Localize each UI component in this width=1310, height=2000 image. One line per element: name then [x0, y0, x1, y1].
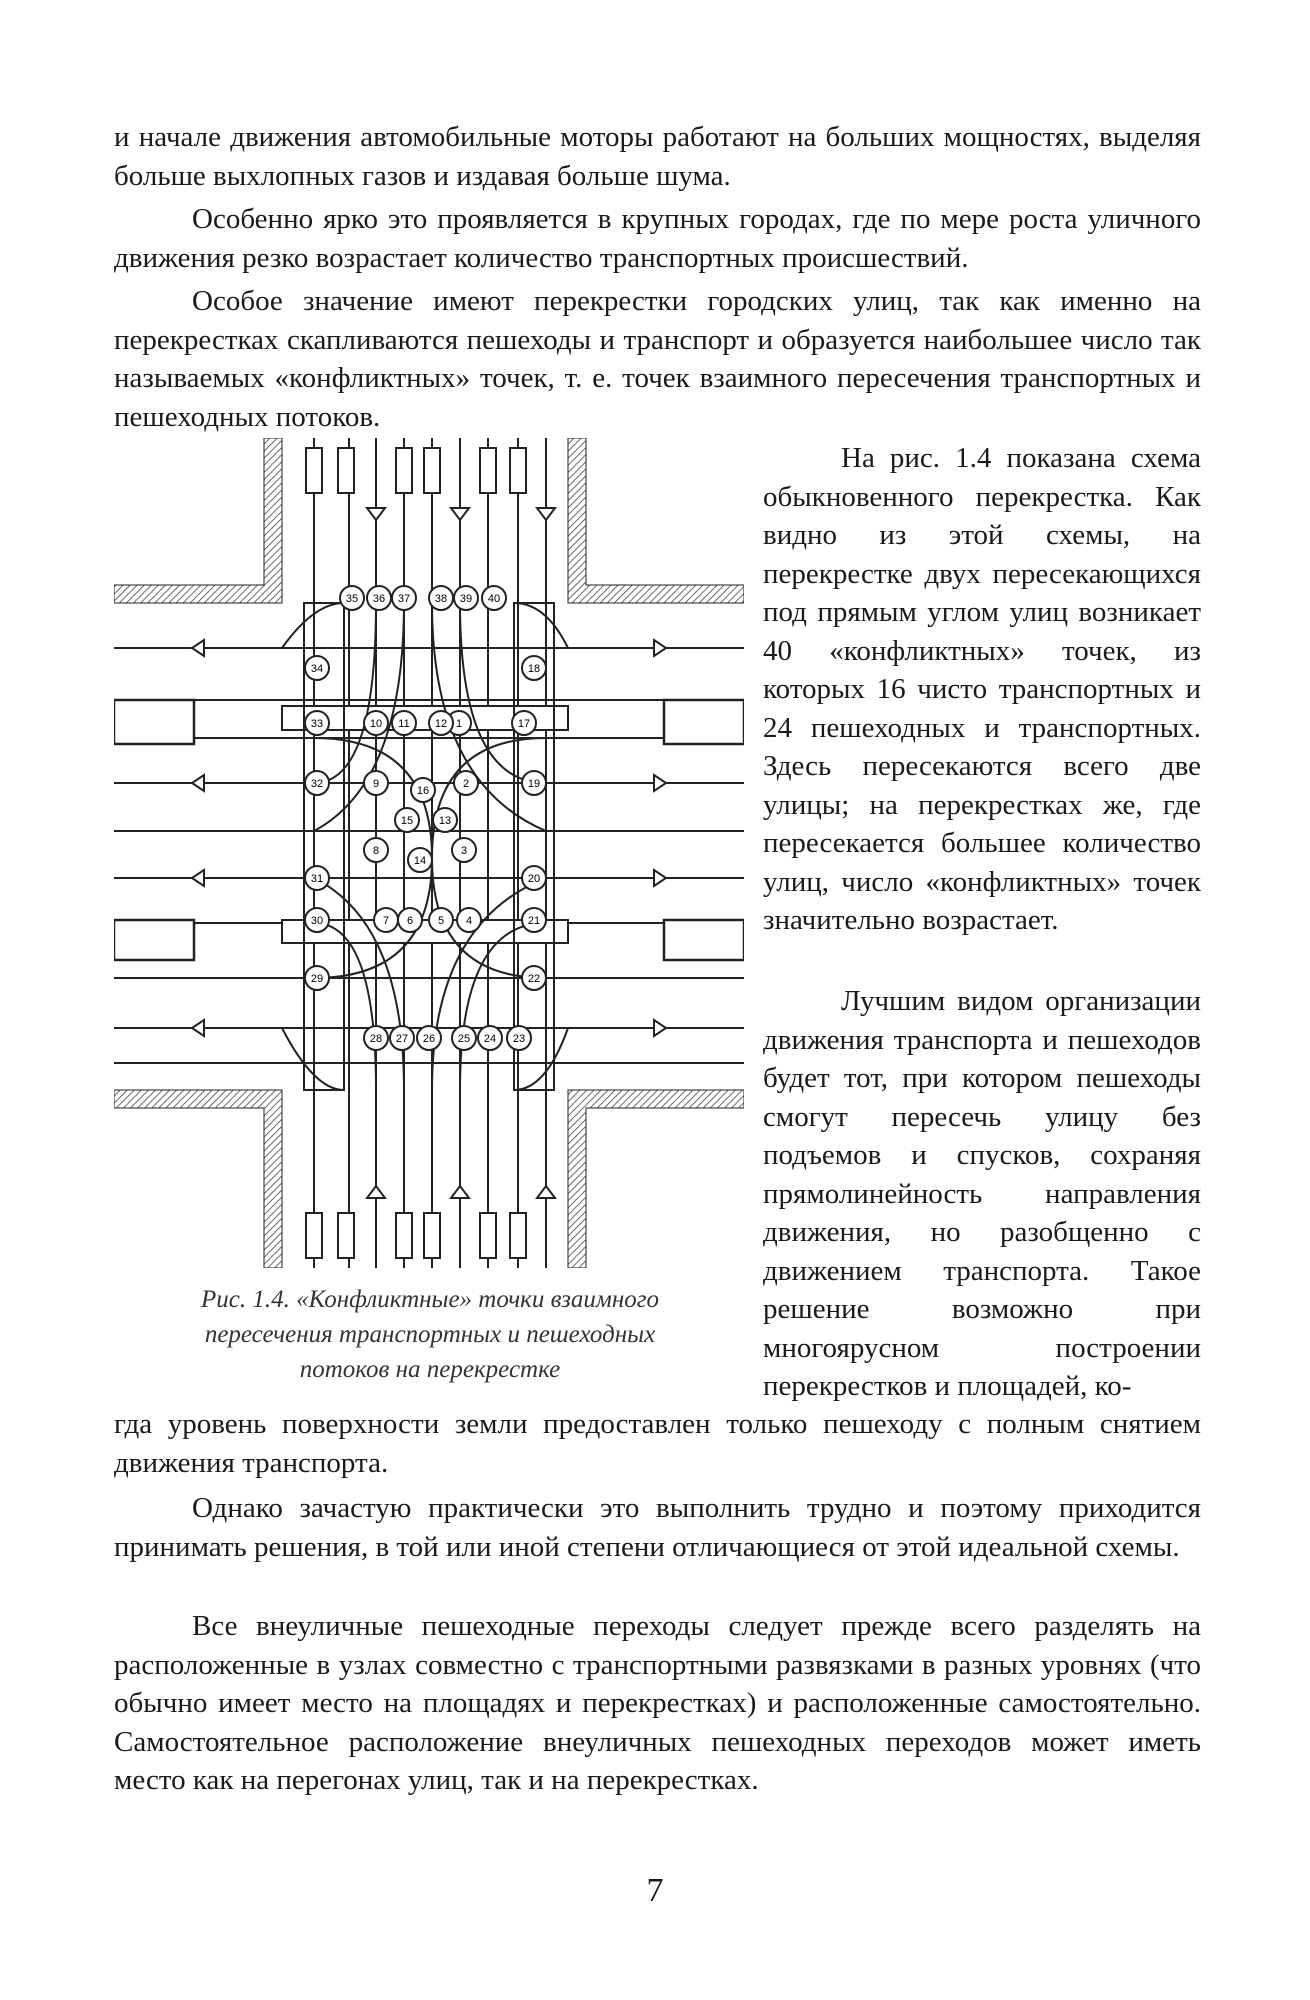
- conflict-point-label: 15: [400, 815, 414, 827]
- conflict-point-label: 13: [438, 815, 452, 827]
- conflict-point: [364, 711, 388, 735]
- conflict-point: [429, 711, 453, 735]
- conflict-point-label: 25: [457, 1033, 471, 1045]
- conflict-point-label: 36: [372, 593, 386, 605]
- turning-path: [457, 923, 546, 1090]
- conflict-point-label: 34: [310, 663, 324, 675]
- conflict-point-label: 39: [459, 593, 473, 605]
- traffic-arrow-down: [451, 508, 469, 520]
- conflict-point-label: 3: [460, 845, 468, 857]
- corner-curb-top-right: [568, 438, 744, 603]
- conflict-point-label: 29: [310, 973, 324, 985]
- conflict-point-label: 24: [483, 1033, 497, 1045]
- conflict-point-label: 35: [345, 593, 359, 605]
- sidewalk-bar-top: [424, 448, 440, 493]
- traffic-arrow-left: [192, 640, 204, 656]
- conflict-point: [433, 808, 457, 832]
- traffic-arrow-left: [192, 870, 204, 886]
- conflict-point: [507, 1026, 531, 1050]
- corner-curb-top-left: [114, 438, 282, 603]
- conflict-point: [305, 966, 329, 990]
- traffic-arrow-right: [654, 640, 666, 656]
- conflict-point-label: 32: [310, 778, 324, 790]
- conflict-point-label: 2: [462, 778, 470, 790]
- conflict-point-label: 30: [310, 915, 324, 927]
- intersection-figure: [114, 438, 744, 1268]
- traffic-arrow-up: [537, 1186, 555, 1198]
- conflict-point-label: 10: [369, 718, 383, 730]
- corner-turn-path: [514, 603, 568, 648]
- conflict-point: [522, 966, 546, 990]
- conflict-point: [390, 1026, 414, 1050]
- sidewalk-bar-bottom: [306, 1213, 322, 1258]
- sidewalk-bar-top: [510, 448, 526, 493]
- traffic-arrow-left: [192, 775, 204, 791]
- sidewalk-bar-top: [306, 448, 322, 493]
- traffic-arrow-right: [654, 870, 666, 886]
- corner-curb-bottom-right: [568, 1090, 744, 1268]
- conflict-point-label: 20: [527, 873, 541, 885]
- conflict-point-label: 11: [398, 718, 410, 730]
- conflict-point-label: 28: [369, 1033, 383, 1045]
- sidewalk-bar-left: [114, 920, 194, 960]
- conflict-point: [522, 656, 546, 680]
- conflict-point: [305, 771, 329, 795]
- sidewalk-bar-bottom: [338, 1213, 354, 1258]
- traffic-arrow-down: [367, 508, 385, 520]
- sidewalk-bar-bottom: [480, 1213, 496, 1258]
- conflict-point: [305, 908, 329, 932]
- sidewalk-bar-top: [338, 448, 354, 493]
- page-number: 7: [646, 1872, 664, 1909]
- conflict-point-label: 9: [372, 778, 380, 790]
- conflict-point: [364, 838, 388, 862]
- conflict-point-label: 26: [422, 1033, 436, 1045]
- intersection-diagram: [114, 438, 744, 1268]
- conflict-point-label: 12: [434, 718, 448, 730]
- sidewalk-bar-bottom: [510, 1213, 526, 1258]
- conflict-point: [374, 908, 398, 932]
- conflict-point-label: 22: [527, 973, 541, 985]
- conflict-point-label: 1: [455, 718, 463, 730]
- conflict-point: [305, 711, 329, 735]
- conflict-point: [417, 1026, 441, 1050]
- conflict-point: [522, 908, 546, 932]
- conflict-point-label: 27: [395, 1033, 409, 1045]
- conflict-point-label: 18: [527, 663, 541, 675]
- conflict-point: [482, 586, 506, 610]
- conflict-point-label: 4: [465, 915, 473, 927]
- paragraph-7: Все внеуличные пешеходные переходы следует прежде всего разделять на расположенные в узлах совместно с транспортными развязками в разных уровнях (что обычно имеет место на площадях и перекрестках) и расположенные самостоятельно. Самостоятельное расположение внеуличных пешеходных переходов может иметь место как на перегонах улиц, так и на перекрестках.: [114, 1610, 1201, 1796]
- paragraph-3: Особое значение имеют перекрестки городских улиц, так как именно на перекрестках скапливаются пешеходы и транспорт и образуется наибольшее число так называемых «конфликтных» точек, т. е. точек взаимного пересечения транспортных и пешеходных потоков.: [114, 285, 1201, 433]
- conflict-point-label: 33: [310, 718, 324, 730]
- conflict-point: [478, 1026, 502, 1050]
- conflict-point-label: 17: [517, 718, 531, 730]
- sidewalk-bar-right: [664, 700, 744, 744]
- paragraph-6: Однако зачастую практически это выполнить трудно и поэтому приходится принимать решения, в той или иной степени отличающиеся от этой идеальной схемы.: [114, 1492, 1201, 1563]
- conflict-point-label: 37: [397, 593, 411, 605]
- conflict-point-label: 16: [416, 785, 430, 797]
- conflict-point: [454, 586, 478, 610]
- conflict-point: [457, 908, 481, 932]
- traffic-arrow-left: [192, 1020, 204, 1036]
- conflict-point: [454, 771, 478, 795]
- conflict-point: [522, 771, 546, 795]
- conflict-point-label: 38: [434, 593, 448, 605]
- conflict-point-label: 40: [487, 593, 501, 605]
- conflict-point: [398, 908, 422, 932]
- sidewalk-bar-left: [114, 700, 194, 744]
- sidewalk-bar-bottom: [396, 1213, 412, 1258]
- conflict-point-label: 31: [310, 873, 324, 885]
- sidewalk-bar-top: [396, 448, 412, 493]
- conflict-point: [340, 586, 364, 610]
- figure-caption: Рис. 1.4. «Конфликтные» точки взаимного пересечения транспортных и пешеходных потоков на перекрестке: [201, 1286, 659, 1383]
- sidewalk-bar-right: [664, 920, 744, 960]
- sidewalk-bar-bottom: [424, 1213, 440, 1258]
- conflict-point-label: 23: [512, 1033, 526, 1045]
- conflict-point-label: 19: [527, 778, 541, 790]
- conflict-point: [364, 1026, 388, 1050]
- conflict-point-label: 5: [437, 915, 445, 927]
- paragraph-2: Особенно ярко это проявляется в крупных городах, где по мере роста уличного движения резко возрастает количество транспортных происшествий.: [114, 203, 1201, 274]
- conflict-point: [429, 908, 453, 932]
- traffic-arrow-down: [537, 508, 555, 520]
- traffic-arrow-right: [654, 775, 666, 791]
- conflict-point-label: 8: [372, 845, 380, 857]
- conflict-point-label: 14: [413, 855, 427, 867]
- conflict-point: [452, 1026, 476, 1050]
- conflict-point: [429, 586, 453, 610]
- conflict-point: [522, 866, 546, 890]
- sidewalk-bar-top: [480, 448, 496, 493]
- paragraph-4: На рис. 1.4 показана схема обыкновенного перекрестка. Как видно из этой схемы, на перекрестке двух пересекающихся под прямым углом улиц возникает 40 «конфликтных» точек, из которых 16 чисто транспортных и 24 пешеходных и транспортных. Здесь пересекаются всего две улицы; на перекрестках же, где пересекается большее количество улиц, число «конфликтных» точек значительно возрастает.: [763, 442, 1201, 936]
- conflict-point: [392, 711, 416, 735]
- conflict-point: [305, 866, 329, 890]
- conflict-point: [364, 771, 388, 795]
- conflict-point-label: 21: [527, 915, 541, 927]
- conflict-point: [512, 711, 536, 735]
- paragraph-1: и начале движения автомобильные моторы работают на больших мощностях, выделяя больше выхлопных газов и издавая больше шума.: [114, 121, 1201, 192]
- conflict-point: [408, 848, 432, 872]
- traffic-arrow-up: [367, 1186, 385, 1198]
- conflict-point: [411, 778, 435, 802]
- traffic-arrow-up: [451, 1186, 469, 1198]
- conflict-point: [452, 838, 476, 862]
- conflict-point: [305, 656, 329, 680]
- conflict-point-label: 7: [382, 915, 390, 927]
- traffic-arrow-right: [654, 1020, 666, 1036]
- conflict-point-label: 6: [406, 915, 414, 927]
- conflict-point: [367, 586, 391, 610]
- corner-curb-bottom-left: [114, 1090, 282, 1268]
- conflict-point: [395, 808, 419, 832]
- paragraph-5-continued: гда уровень поверхности земли предоставлен только пешеходу с полным снятием движения транспорта.: [114, 1408, 1201, 1479]
- paragraph-5: Лучшим видом организации движения транспорта и пешеходов будет тот, при котором пешеходы смогут пересечь улицу без подъемов и спусков, сохраняя прямолинейность направления движения, но разобщенно с движением транспорта. Такое решение возможно при многоярусном построении перекрестков и площадей, ко-: [763, 985, 1201, 1402]
- turning-path: [460, 603, 546, 783]
- conflict-point: [392, 586, 416, 610]
